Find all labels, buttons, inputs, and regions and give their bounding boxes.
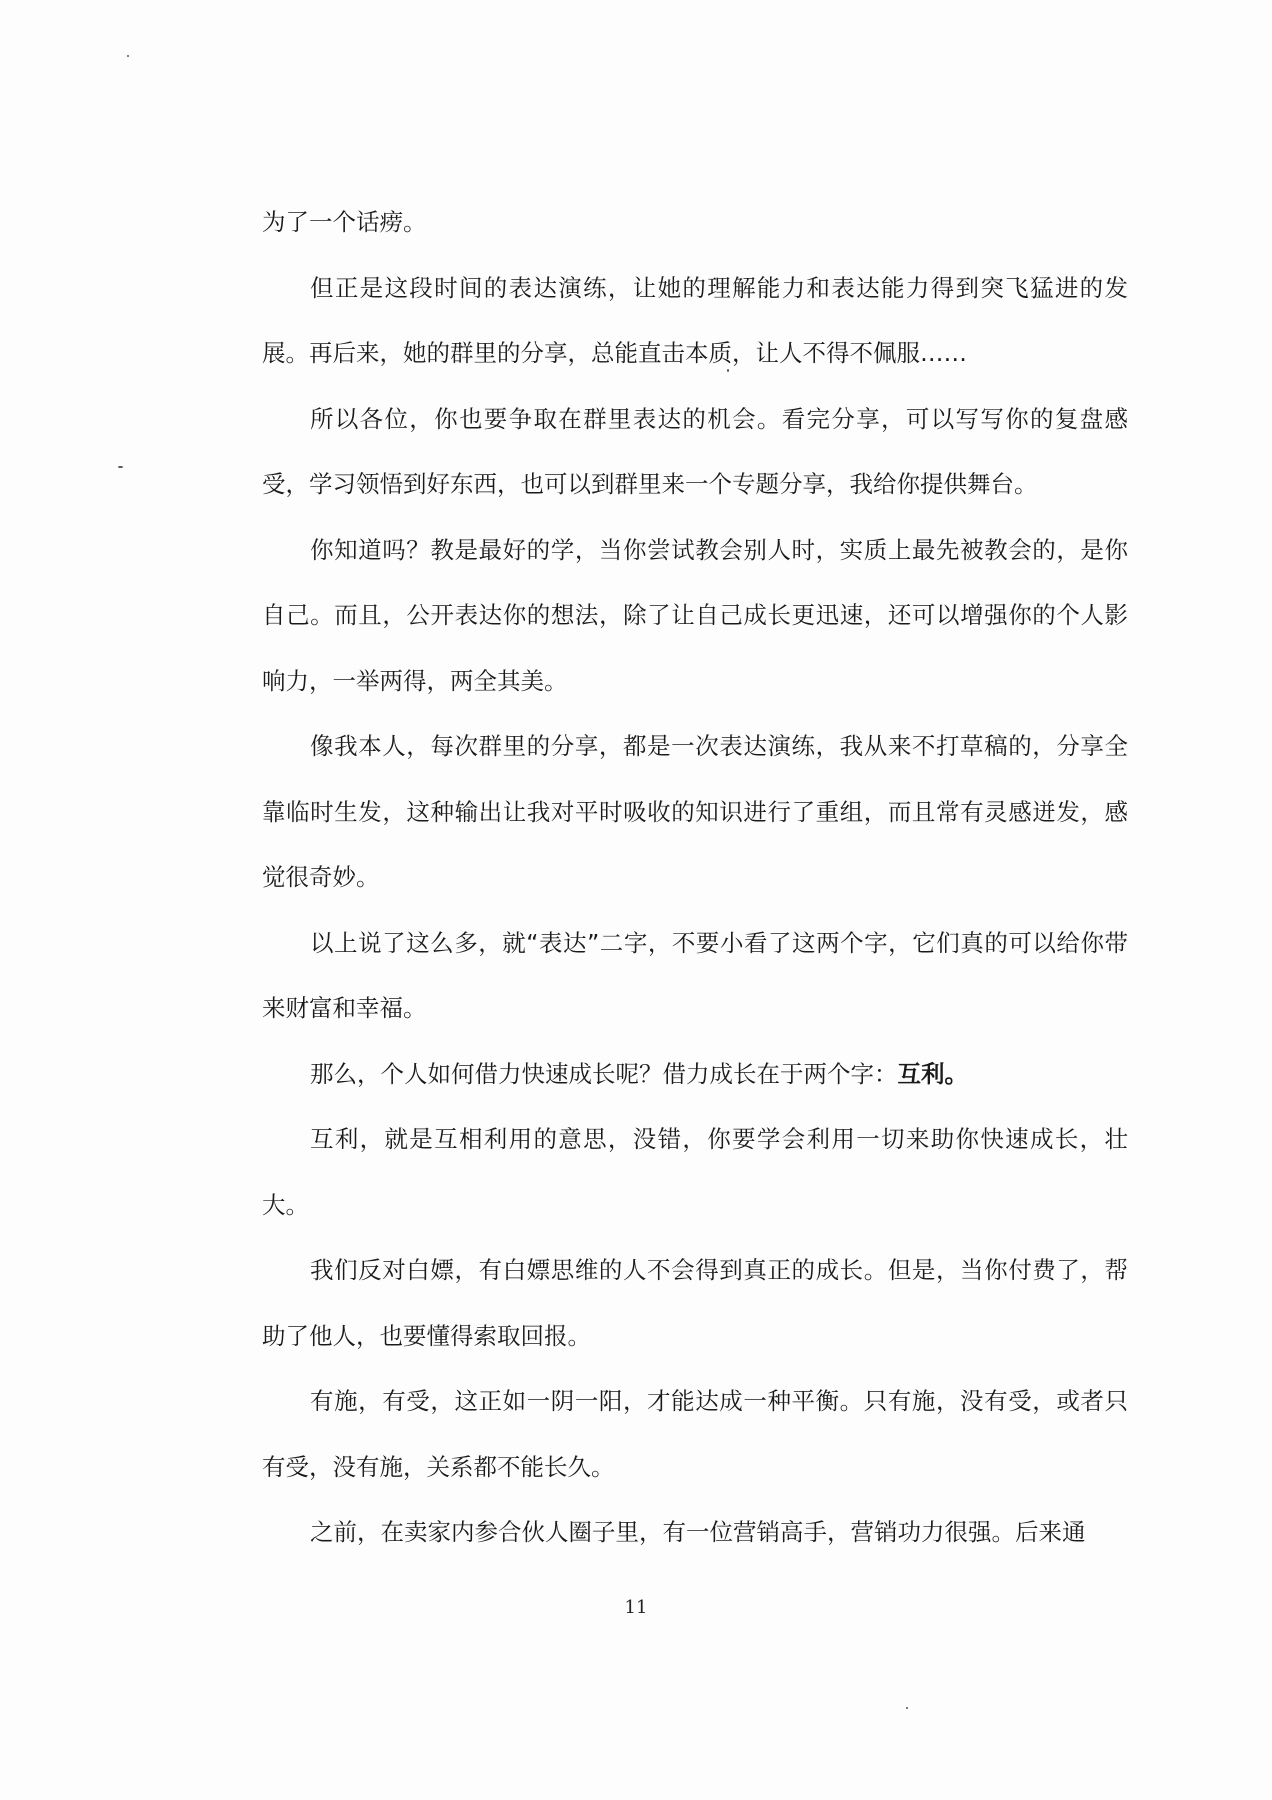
paragraph: 为了一个话痨。 (262, 208, 427, 236)
scan-speck (127, 55, 129, 57)
scan-speck (118, 466, 123, 468)
paragraph: 我们反对白嫖，有白嫖思维的人不会得到真正的成长。但是，当你付费了，帮助了他人，也要懂得索取回报。 (262, 1256, 1128, 1350)
scan-speck (906, 1707, 908, 1709)
paragraph: 你知道吗？教是最好的学，当你尝试教会别人时，实质上最先被教会的，是你自己。而且，公开表达你的想法，除了让自己成长更迅速，还可以增强你的个人影响力，一举两得，两全其美。 (262, 535, 1128, 695)
paragraph: 但正是这段时间的表达演练，让她的理解能力和表达能力得到突飞猛进的发展。再后来，她的群里的分享，总能直击本质，让人不得不佩服…… (262, 273, 1128, 367)
paragraph: 那么，个人如何借力快速成长呢？借力成长在于两个字：互利。 (310, 1059, 968, 1088)
emphasis-text: 互利。 (897, 1059, 968, 1088)
paragraph: 之前，在卖家内参合伙人圈子里，有一位营销高手，营销功力很强。后来通 (310, 1518, 1086, 1546)
paragraph: 所以各位，你也要争取在群里表达的机会。看完分享，可以写写你的复盘感受，学习领悟到好东西，也可以到群里来一个专题分享，我给你提供舞台。 (262, 404, 1128, 498)
paragraph: 有施，有受，这正如一阴一阳，才能达成一种平衡。只有施，没有受，或者只有受，没有施，关系都不能长久。 (262, 1387, 1128, 1481)
paragraph: 像我本人，每次群里的分享，都是一次表达演练，我从来不打草稿的，分享全靠临时生发，这种输出让我对平时吸收的知识进行了重组，而且常有灵感迸发，感觉很奇妙。 (262, 732, 1128, 891)
paragraph: 互利，就是互相利用的意思，没错，你要学会利用一切来助你快速成长，壮大。 (262, 1125, 1128, 1219)
page-number: 11 (624, 1597, 648, 1618)
body-text (262, 190, 1128, 1566)
paragraph: 以上说了这么多，就“表达”二字，不要小看了这两个字，它们真的可以给你带来财富和幸福。 (262, 928, 1128, 1022)
